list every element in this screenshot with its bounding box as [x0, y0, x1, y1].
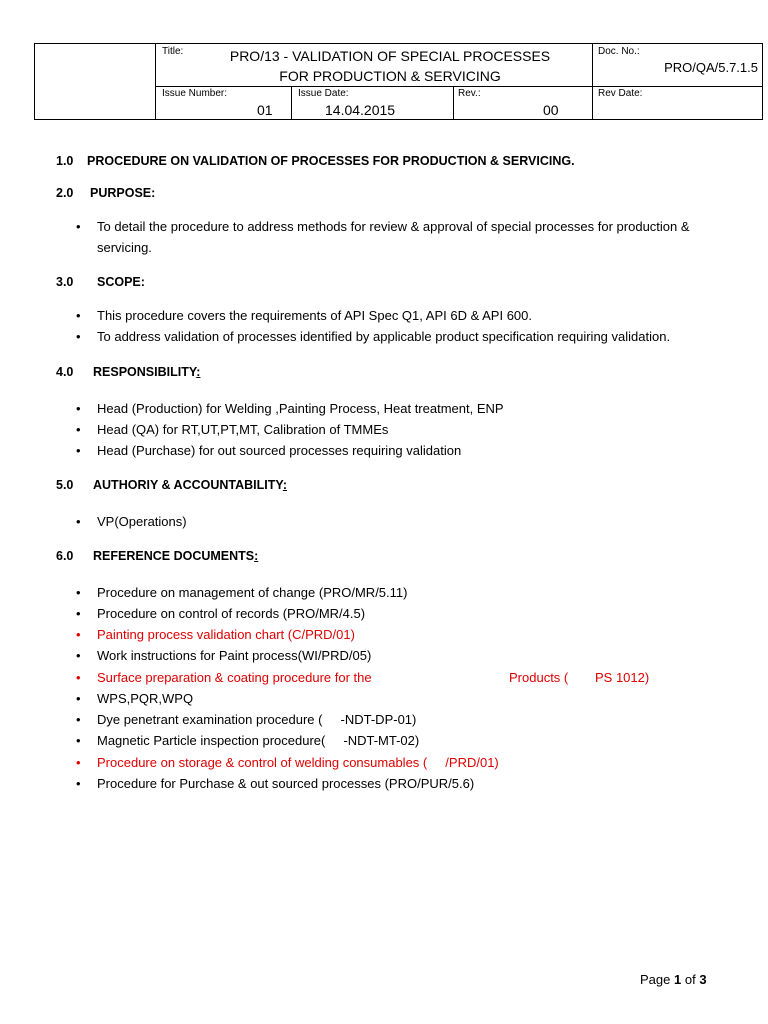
list-item: • To address validation of processes identified by applicable product specification requiring validation.	[76, 326, 746, 347]
table-divider	[155, 86, 762, 87]
section-heading: 2.0 PURPOSE:	[56, 186, 156, 200]
list-item: • WPS,PQR,WPQ	[76, 688, 746, 709]
list-item: • This procedure covers the requirements of API Spec Q1, API 6D & API 600.	[76, 305, 746, 326]
bullet-icon: •	[76, 401, 81, 416]
table-divider	[291, 86, 292, 119]
table-divider	[592, 44, 593, 119]
bullet-icon: •	[76, 329, 81, 344]
list-item: • To detail the procedure to address methods for review & approval of special processes for production & servicing.	[76, 216, 746, 258]
bullet-icon: •	[76, 514, 81, 529]
rev-value: 00	[543, 102, 559, 118]
bullet-icon: •	[76, 585, 81, 600]
issue-date-value: 14.04.2015	[325, 102, 396, 118]
doc-no-label: Doc. No.:	[598, 46, 640, 57]
section-heading: 3.0 SCOPE:	[56, 275, 145, 289]
bullet-icon: •	[76, 606, 81, 621]
rev-label: Rev.:	[458, 88, 481, 99]
bullet-icon: •	[76, 308, 81, 323]
document-header-table	[34, 43, 763, 120]
list-item: • Procedure on control of records (PRO/MR/4.5)	[76, 603, 746, 624]
bullet-icon: •	[76, 691, 81, 706]
bullet-icon: •	[76, 219, 81, 234]
section-heading: 5.0 AUTHORIY & ACCOUNTABILITY:	[56, 478, 287, 492]
bullet-icon: •	[76, 627, 81, 642]
bullet-icon: •	[76, 670, 81, 685]
section-heading: 6.0 REFERENCE DOCUMENTS:	[56, 549, 259, 563]
list-item: • Procedure on management of change (PRO/MR/5.11)	[76, 582, 746, 603]
bullet-icon: •	[76, 755, 81, 770]
list-item: • Head (Production) for Welding ,Painting Process, Heat treatment, ENP	[76, 398, 746, 419]
table-divider	[453, 86, 454, 119]
issue-number-label: Issue Number:	[162, 88, 228, 99]
table-divider	[155, 44, 156, 119]
list-item: • Dye penetrant examination procedure ( -NDT-DP-01)	[76, 709, 746, 730]
bullet-icon: •	[76, 712, 81, 727]
bullet-icon: •	[76, 776, 81, 791]
section-heading: 4.0 RESPONSIBILITY:	[56, 365, 201, 379]
list-item: • Work instructions for Paint process(WI/PRD/05)	[76, 645, 746, 666]
title-label: Title:	[162, 46, 184, 57]
bullet-icon: •	[76, 733, 81, 748]
list-item: • Procedure for Purchase & out sourced processes (PRO/PUR/5.6)	[76, 773, 746, 794]
list-item: • Painting process validation chart (C/PRD/01)	[76, 624, 746, 645]
list-item: • VP(Operations)	[76, 511, 746, 532]
list-item: • Surface preparation & coating procedure for the Products ( PS 1012)	[76, 667, 746, 688]
issue-date-label: Issue Date:	[298, 88, 349, 99]
bullet-icon: •	[76, 422, 81, 437]
list-item: • Head (QA) for RT,UT,PT,MT, Calibration of TMMEs	[76, 419, 746, 440]
section-heading: 1.0 PROCEDURE ON VALIDATION OF PROCESSES FOR PRODUCTION & SERVICING.	[56, 154, 575, 168]
page-number: Page 1 of 3	[640, 972, 707, 987]
doc-no-value: PRO/QA/5.7.1.5	[664, 60, 758, 75]
issue-number-value: 01	[257, 102, 273, 118]
rev-date-label: Rev Date:	[598, 88, 643, 99]
list-item: • Procedure on storage & control of welding consumables ( /PRD/01)	[76, 752, 746, 773]
bullet-icon: •	[76, 648, 81, 663]
bullet-icon: •	[76, 443, 81, 458]
list-item: • Magnetic Particle inspection procedure( -NDT-MT-02)	[76, 730, 746, 751]
list-item: • Head (Purchase) for out sourced processes requiring validation	[76, 440, 746, 461]
document-title: PRO/13 - VALIDATION OF SPECIAL PROCESSES FOR PRODUCTION & SERVICING	[229, 48, 551, 84]
